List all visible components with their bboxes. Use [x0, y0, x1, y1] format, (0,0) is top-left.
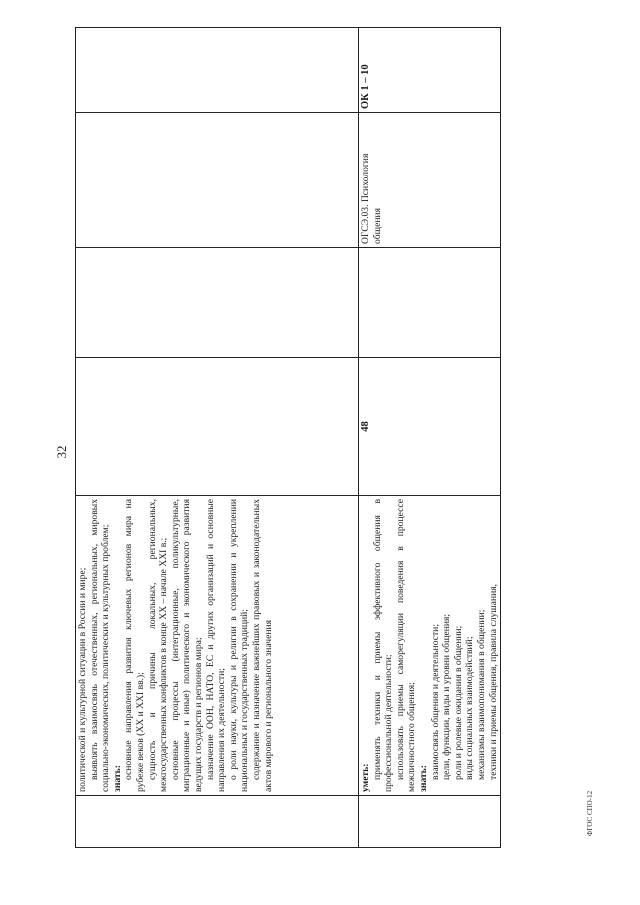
footer-code: ФГОС СПО-12: [586, 790, 594, 836]
skills-line: цели, функции, виды и уровни общения;: [441, 613, 453, 780]
skills-line: механизмы взаимопонимания в общении;: [475, 609, 487, 780]
skills-line: сущность и причины локальных, региональных, межгосударственных конфликтов в конце XX – начале XXI в.;: [146, 499, 170, 792]
skills-line: основные процессы (интеграционные, поликультурные, миграционные и иные) политического и экономического развития ведущих государств и регионов мира;: [169, 499, 204, 792]
empty-cell: [76, 113, 359, 248]
skills-heading: знать:: [111, 765, 123, 792]
page-number: 32: [54, 445, 69, 459]
skills-heading: уметь:: [360, 763, 371, 792]
skills-line: содержание и назначение важнейших правовых и законодательных актов мирового и регионального значения: [250, 499, 274, 792]
empty-cell: [76, 358, 359, 496]
empty-cell: [76, 248, 359, 358]
discipline-cell: ОГСЭ.03. Психология общения: [359, 113, 501, 248]
skills-heading: знать:: [417, 765, 429, 792]
skills-line: назначение ООН, НАТО, ЕС и других организаций и основные направления их деятельности;: [204, 499, 228, 792]
skills-cell: [359, 496, 501, 796]
empty-cell: [76, 28, 359, 113]
empty-cell: [76, 796, 359, 848]
skills-line: о роли науки, культуры и религии в сохранении и укреплении национальных и государственных традиций;: [227, 499, 251, 792]
empty-cell: [359, 248, 501, 358]
skills-line: техники и приемы общения, правила слушания,: [487, 583, 499, 780]
hours-cell: 48: [359, 358, 501, 496]
table-row: [359, 28, 501, 848]
skills-cell: [76, 496, 359, 796]
empty-cell: [359, 796, 501, 848]
skills-line: выявлять взаимосвязь отечественных, региональных, мировых социально-экономических, политических и культурных проблем;: [88, 499, 112, 792]
skills-line: роли и ролевые ожидания в общении;: [452, 625, 464, 780]
rotated-table-container: [75, 28, 499, 848]
skills-line: применять техники и приемы эффективного общения в профессиональной деятельности;: [371, 499, 395, 792]
skills-line: использовать приемы саморегуляции поведения в процессе межличностного общения;: [394, 499, 418, 792]
skills-line: взаимосвязь общения и деятельности;: [429, 624, 441, 780]
competencies-cell: ОК 1 – 10: [359, 28, 501, 113]
curriculum-table: [75, 27, 501, 848]
skills-line: виды социальных взаимодействий;: [464, 636, 476, 780]
skills-line: политической и культурной ситуации в России и мире;: [77, 567, 88, 792]
skills-line: основные направления развития ключевых регионов мира на рубеже веков (XX и XXI вв.);: [123, 499, 146, 792]
table-row: [76, 28, 359, 848]
